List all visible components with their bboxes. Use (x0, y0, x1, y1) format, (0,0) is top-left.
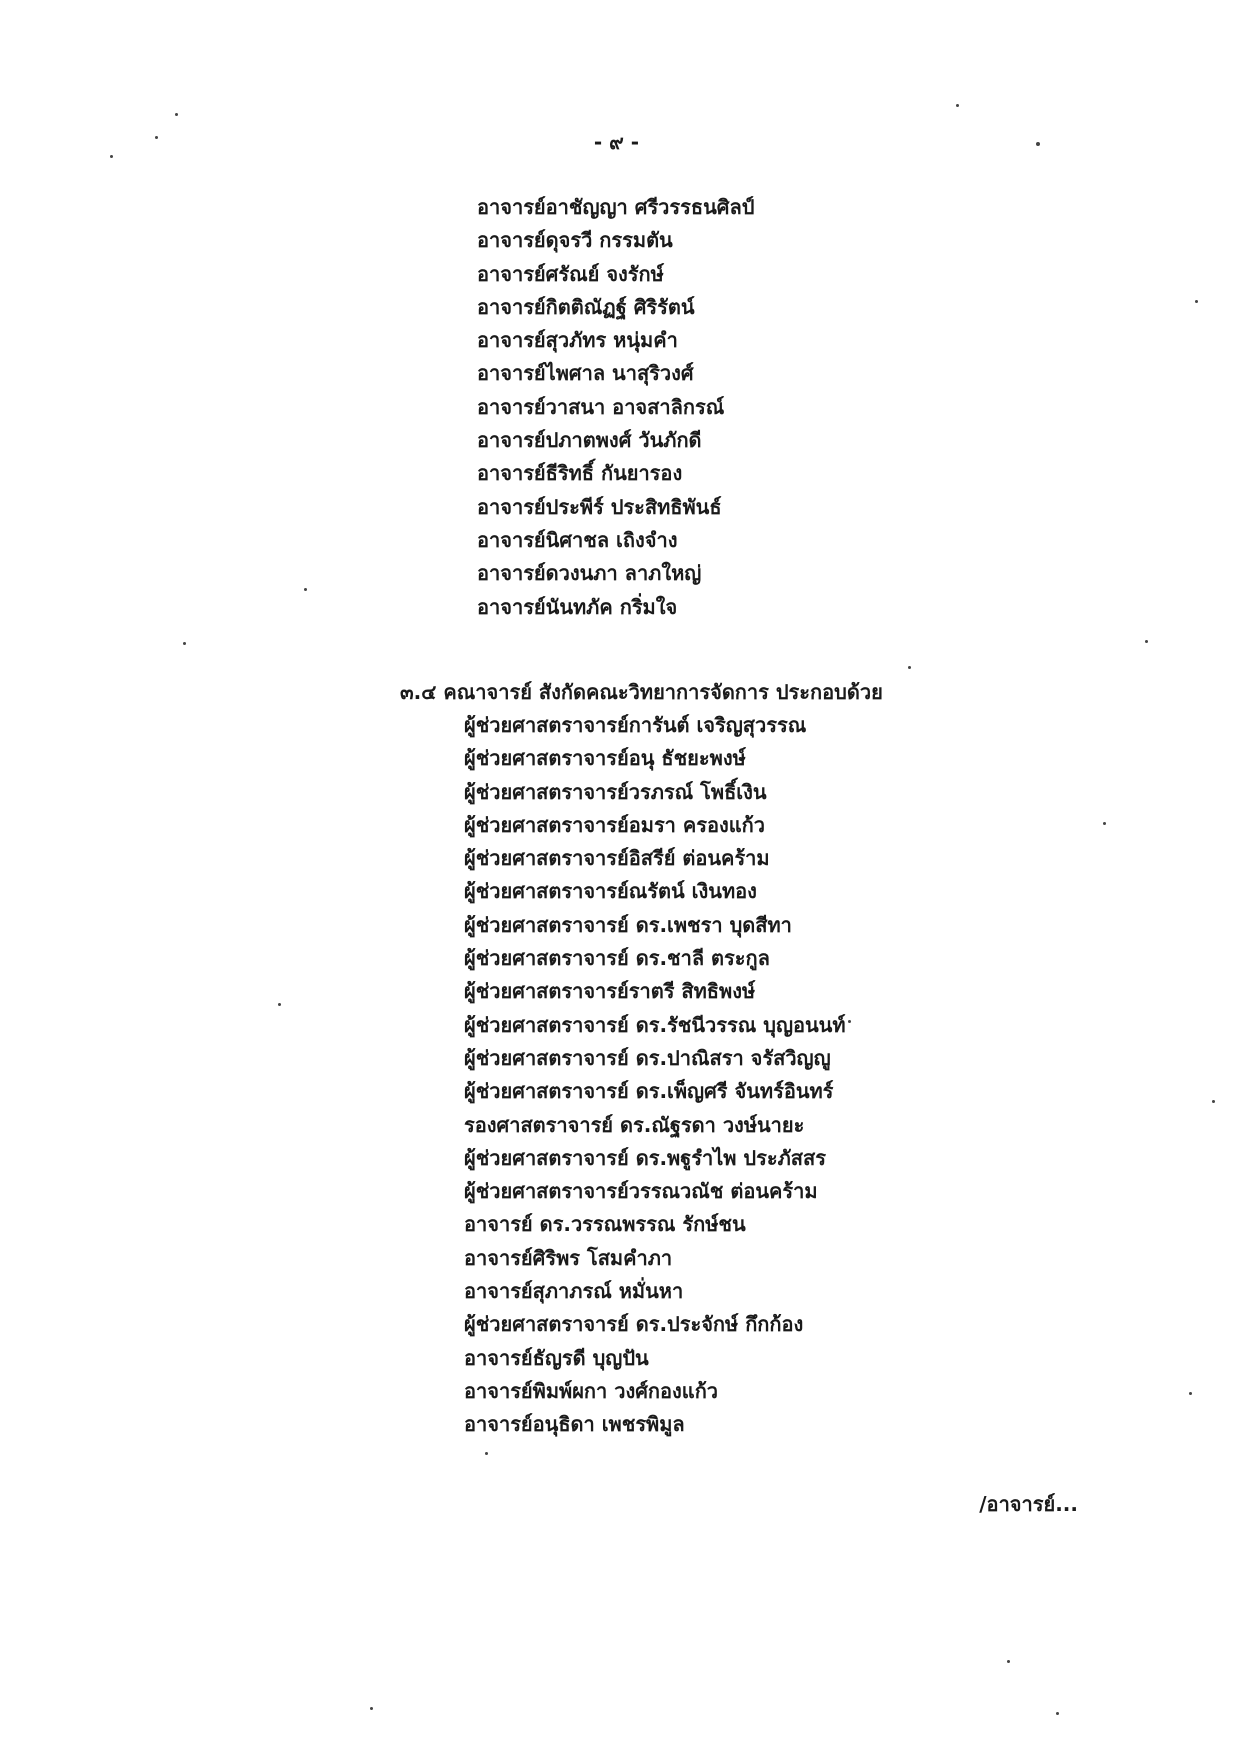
scan-speck (908, 666, 911, 669)
list-item: อาจารย์ไพศาล นาสุริวงศ์ (477, 361, 694, 386)
scan-speck (1007, 1660, 1010, 1663)
list-item: ผู้ช่วยศาสตราจารย์อิสรีย์ ต่อนคร้าม (464, 846, 770, 871)
scan-speck (370, 1707, 373, 1710)
list-item: ผู้ช่วยศาสตราจารย์ ดร.เพ็ญศรี จันทร์อินทร์ (464, 1079, 834, 1104)
section-heading: ๓.๔ คณาจารย์ สังกัดคณะวิทยาการจัดการ ประกอบด้วย (400, 680, 883, 704)
scan-speck (1145, 640, 1148, 643)
scan-speck (956, 104, 959, 107)
list-item: อาจารย์อนุธิดา เพชรพิมูล (464, 1412, 685, 1437)
list-item: ผู้ช่วยศาสตราจารย์ณรัตน์ เงินทอง (464, 879, 757, 904)
scan-speck (155, 136, 158, 139)
list-item: อาจารย์ดวงนภา ลาภใหญ่ (477, 561, 702, 586)
list-item: อาจารย์นิศาชล เถิงจำง (477, 527, 678, 552)
scan-speck (848, 1020, 851, 1023)
list-item: ผู้ช่วยศาสตราจารย์ราตรี สิทธิพงษ์ (464, 979, 756, 1004)
list-item: อาจารย์กิตติณัฏฐ์ ศิริรัตน์ (477, 294, 695, 319)
scan-speck (1212, 1100, 1215, 1103)
scan-speck (1195, 300, 1198, 303)
faculty-list-continued (477, 191, 754, 624)
list-item: รองศาสตราจารย์ ดร.ณัฐรดา วงษ์นายะ (464, 1112, 805, 1137)
list-item: ผู้ช่วยศาสตราจารย์ ดร.ปาณิสรา จรัสวิญญู (464, 1045, 831, 1070)
list-item: อาจารย์ปภาตพงศ์ วันภักดี (477, 428, 702, 453)
list-item: อาจารย์สุวภัทร หนุ่มคำ (477, 328, 678, 353)
list-item: ผู้ช่วยศาสตราจารย์ ดร.พฐูรำไพ ประภัสสร (464, 1145, 826, 1170)
scan-speck (485, 1452, 488, 1455)
list-item: อาจารย์ธัญรดี บุญปัน (464, 1345, 649, 1370)
scan-speck (278, 1003, 281, 1006)
list-item: ผู้ช่วยศาสตราจารย์ ดร.เพชรา บุดสีทา (464, 912, 792, 937)
list-item: ผู้ช่วยศาสตราจารย์ ดร.ชาลี ตระกูล (464, 946, 770, 971)
list-item: ผู้ช่วยศาสตราจารย์ ดร.รัชนีวรรณ บุญอนนท์ (464, 1012, 846, 1037)
list-item: ผู้ช่วยศาสตราจารย์อมรา ครองแก้ว (464, 812, 766, 837)
list-item: อาจารย์ประพีร์ ประสิทธิพันธ์ (477, 494, 722, 519)
list-item: อาจารย์ศิริพร โสมคำภา (464, 1245, 673, 1270)
list-item: อาจารย์วาสนา อาจสาลิกรณ์ (477, 394, 725, 419)
continuation-note: /อาจารย์... (979, 1492, 1078, 1516)
scan-speck (110, 155, 113, 158)
list-item: ผู้ช่วยศาสตราจารย์การันต์ เจริญสุวรรณ (464, 713, 807, 737)
list-item: อาจารย์อาชัญญา ศรีวรรธนศิลป์ (477, 195, 755, 219)
scan-speck (304, 588, 307, 591)
list-item: ผู้ช่วยศาสตราจารย์วรภรณ์ โพธิ์เงิน (464, 779, 767, 804)
page-number: - ๙ - (593, 130, 640, 154)
list-item: อาจารย์นันทภัค กริ่มใจ (477, 594, 678, 619)
scan-speck (175, 113, 178, 116)
management-faculty-list (464, 709, 846, 1442)
list-item: อาจารย์ธีริทธิ์ กันยารอง (477, 461, 683, 486)
list-item: ผู้ช่วยศาสตราจารย์อนุ ธัชยะพงษ์ (464, 746, 746, 771)
list-item: อาจารย์สุภาภรณ์ หมั่นหา (464, 1279, 684, 1304)
list-item: ผู้ช่วยศาสตราจารย์ ดร.ประจักษ์ กึกก้อง (464, 1312, 804, 1337)
scan-speck (1103, 822, 1106, 825)
scan-speck (183, 642, 186, 645)
scan-speck (1189, 1392, 1192, 1395)
list-item: อาจารย์ ดร.วรรณพรรณ รักษ์ชน (464, 1212, 746, 1237)
list-item: ผู้ช่วยศาสตราจารย์วรรณวณัช ต่อนคร้าม (464, 1179, 818, 1204)
list-item: อาจารย์ดุจรวี กรรมตัน (477, 228, 673, 253)
list-item: อาจารย์ศรัณย์ จงรักษ์ (477, 261, 664, 286)
list-item: อาจารย์พิมพ์ผกา วงศ์กองแก้ว (464, 1378, 719, 1403)
scan-speck (1056, 1712, 1059, 1715)
scan-speck (1036, 142, 1040, 146)
